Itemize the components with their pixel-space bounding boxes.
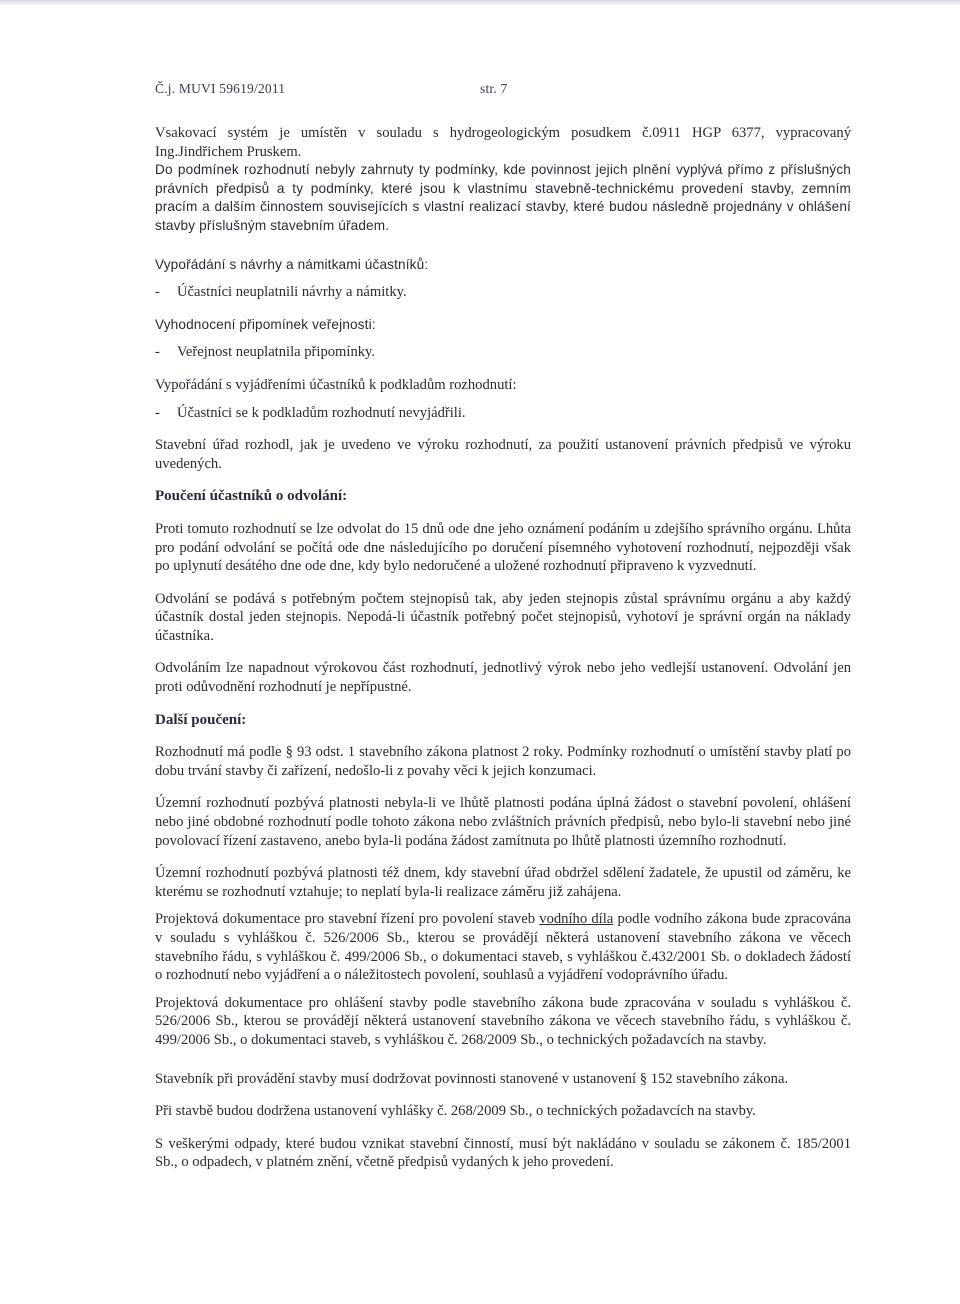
paragraph-project-documentation <box>155 910 851 984</box>
list-item <box>155 404 851 423</box>
paragraph-technical-requirements: Při stavbě budou dodržena ustanovení vyhlášky č. 268/2009 Sb., o technických požadavcích na stavby. <box>155 1103 756 1120</box>
document-body <box>155 124 851 1172</box>
list-item-text: Veřejnost neuplatnila připomínky. <box>177 344 376 361</box>
underlined-term: vodního díla <box>539 911 614 928</box>
scan-edge <box>0 0 960 6</box>
paragraph-appeal-copies: Odvolání se podává s potřebným počtem stejnopisů tak, aby jeden stejnopis zůstal správnímu orgánu a aby každý účastník dostal jeden stejnopis. Nepodá-li účastník potřebný počet stejnopisů, vyhotoví je správní orgán na náklady účastníka. <box>155 590 851 644</box>
page-number: str. 7 <box>480 81 508 96</box>
dash-marker: - <box>155 284 160 301</box>
paragraph-validity: Rozhodnutí má podle § 93 odst. 1 stavebního zákona platnost 2 roky. Podmínky rozhodnutí o umístění stavby platí po dobu trvání stavby či zařízení, nedošlo-li z povahy věci k jejich konzumaci. <box>155 744 851 779</box>
section-title-objections: Vypořádání s návrhy a námitkami účastníků: <box>155 256 429 272</box>
paragraph-appeal-scope: Odvoláním lze napadnout výrokovou část rozhodnutí, jednotlivý výrok nebo jeho vedlejší ustanovení. Odvolání jen proti odůvodnění rozhodnutí je nepřípustné. <box>155 660 851 696</box>
list-item <box>155 343 851 362</box>
reference-number: Č.j. MUVI 59619/2011 <box>155 81 286 96</box>
paragraph-appeal-deadline: Proti tomuto rozhodnutí se lze odvolat do 15 dnů ode dne jeho oznámení podáním u zdejšího správního orgánu. Lhůta pro podání odvolání se počítá ode dne následujícího po doručení písemného vyhotovení rozhodnutí, nejpozději však po uplynutí desátého dne ode dne, kdy bylo nedoručené a uložené rozhodnutí připraveno k vyzvednutí. <box>155 520 851 575</box>
list-item-text: Účastníci se k podkladům rozhodnutí nevyjádřili. <box>177 404 466 421</box>
dash-marker: - <box>155 344 160 361</box>
text-segment: Projektová dokumentace pro stavební řízení pro povolení staveb <box>155 911 540 928</box>
paragraph-builder-duties: Stavebník při provádění stavby musí dodržovat povinnosti stanovené v ustanovení § 152 stavebního zákona. <box>155 1070 789 1087</box>
heading-appeal-instructions: Poučení účastníků o odvolání: <box>155 488 348 505</box>
dash-marker: - <box>155 404 160 421</box>
paragraph-infiltration: Vsakovací systém je umístěn v souladu s hydrogeologickým posudkem č.0911 HGP 6377, vypracovaný Ing.Jindřichem Pruskem. <box>155 125 851 160</box>
text-segment: podle vodního zákona bude zpracována v souladu s vyhláškou č. 526/2006 Sb., kterou se provádějí některá ustanovení stavebního zákona ve věcech stavebního řádu, s vyhláškou č. 499/2006 Sb., o dokumentaci staveb, s vyhláškou č.432/2001 Sb. o dokladech žádostí o rozhodnutí nebo vyjádření a o náležitostech povolení, souhlasů a vyjádření vodoprávního úřadu. <box>155 911 851 984</box>
section-title-statements: Vypořádání s vyjádřeními účastníků k podkladům rozhodnutí: <box>155 376 517 393</box>
paragraph-notification-documentation: Projektová dokumentace pro ohlášení stavby podle stavebního zákona bude zpracována v souladu s vyhláškou č. 526/2006 Sb., kterou se provádějí některá ustanovení stavebního zákona ve věcech stavebního řádu, s vyhláškou č. 499/2006 Sb., o dokumentaci staveb, s vyhláškou č. 268/2009 Sb., o technických požadavcích na stavby. <box>155 994 851 1048</box>
paragraph-waste: S veškerými odpady, které budou vznikat stavební činností, musí být nakládáno v souladu se zákonem č. 185/2001 Sb., o odpadech, v platném znění, včetně předpisů vydaných k jeho provedení. <box>155 1135 851 1171</box>
list-item-text: Účastníci neuplatnili návrhy a námitky. <box>177 284 407 301</box>
paragraph-expiry-withdrawal: Územní rozhodnutí pozbývá platnosti též dnem, kdy stavební úřad obdržel sdělení žadatele, že upustil od záměru, ke kterému se rozhodnutí vztahuje; to neplatí byla-li realizace záměru již zahájena. <box>155 865 851 900</box>
paragraph-expiry: Územní rozhodnutí pozbývá platnosti nebyla-li ve lhůtě platnosti podána úplná žádost o stavební povolení, ohlášení nebo jiné obdobné rozhodnutí podle tohoto zákona nebo zvláštních právních předpisů, nebo bylo-li stavební nebo jiné povolovací řízení zastaveno, anebo byla-li podána žádost zamítnuta po lhůtě platnosti územního rozhodnutí. <box>155 795 851 849</box>
page-header <box>155 81 535 97</box>
heading-further-instructions: Další poučení: <box>155 711 247 728</box>
list-item <box>155 283 851 302</box>
paragraph-decision: Stavební úřad rozhodl, jak je uvedeno ve výroku rozhodnutí, za použití ustanovení právních předpisů ve výroku uvedených. <box>155 437 851 472</box>
paragraph-conditions: Do podmínek rozhodnutí nebyly zahrnuty ty podmínky, kde povinnost jejich plnění vyplývá přímo z příslušných právních předpisů a ty podmínky, které jsou k vlastnímu stavebně-technickému provedení stavby, zemním pracím a dalším činnostem souvisejících s vlastní realizací stavby, které budou následně projednány v ohlášení stavby příslušným stavebním úřadem. <box>155 162 851 233</box>
section-title-public-comments: Vyhodnocení připomínek veřejnosti: <box>155 316 376 332</box>
